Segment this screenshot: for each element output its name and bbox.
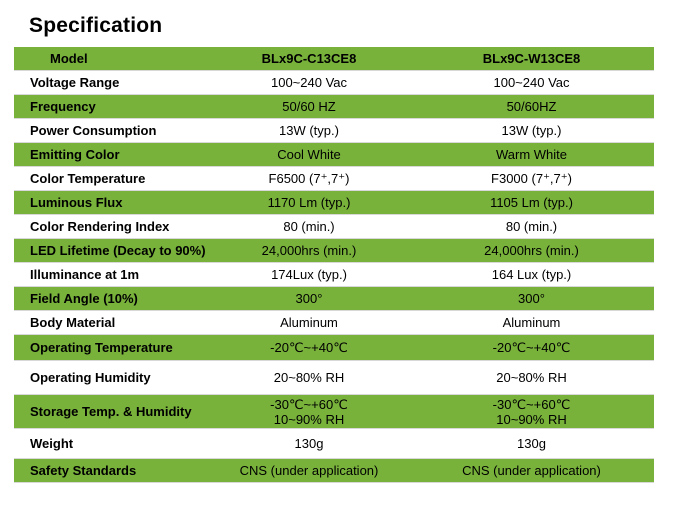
value-c13ce8: CNS (under application) xyxy=(239,463,379,478)
value-c13ce8: 20~80% RH xyxy=(273,370,345,385)
table-row-operating-temperature xyxy=(14,335,654,361)
value-w13ce8: 13W (typ.) xyxy=(501,123,562,138)
value-w13ce8 xyxy=(424,395,639,428)
page-title: Specification xyxy=(29,14,163,37)
table-row-operating-humidity xyxy=(14,361,654,395)
value-c13ce8: 80 (min.) xyxy=(283,219,335,234)
value-w13ce8: 50/60HZ xyxy=(506,99,557,114)
table-row-storage-temp-humidity xyxy=(14,395,654,429)
value-c13ce8 xyxy=(214,395,404,428)
row-label: Field Angle (10%) xyxy=(30,291,138,306)
value-c13ce8: 130g xyxy=(294,436,324,451)
value-w13ce8: 20~80% RH xyxy=(496,370,567,385)
row-label: Safety Standards xyxy=(30,463,137,478)
row-label: Weight xyxy=(30,436,74,451)
row-label: Model xyxy=(50,51,88,66)
row-label: Color Temperature xyxy=(30,171,146,186)
row-label: Operating Temperature xyxy=(30,340,173,355)
storage-temperature: -30℃~+60℃ xyxy=(492,396,571,412)
row-label: Operating Humidity xyxy=(30,370,151,385)
row-label: Emitting Color xyxy=(30,147,120,162)
value-c13ce8: 100~240 Vac xyxy=(270,75,348,90)
value-c13ce8: 174Lux (typ.) xyxy=(271,267,347,282)
table-row-illuminance xyxy=(14,263,654,287)
value-c13ce8: 1170 Lm (typ.) xyxy=(267,195,351,210)
value-c13ce8: 300° xyxy=(295,291,323,306)
value-w13ce8: F3000 (7⁺,7⁺) xyxy=(491,170,572,186)
table-row-frequency xyxy=(14,95,654,119)
value-w13ce8: 80 (min.) xyxy=(505,219,558,234)
value-c13ce8: F6500 (7⁺,7⁺) xyxy=(268,170,350,186)
value-w13ce8: CNS (under application) xyxy=(462,463,601,478)
value-w13ce8: 1105 Lm (typ.) xyxy=(490,195,573,210)
spec-table xyxy=(14,47,654,483)
value-c13ce8: 13W (typ.) xyxy=(279,123,339,138)
table-row-led-lifetime xyxy=(14,239,654,263)
column-header-c13ce8: BLx9C-C13CE8 xyxy=(261,51,357,66)
row-label: Storage Temp. & Humidity xyxy=(30,404,192,419)
column-header-w13ce8: BLx9C-W13CE8 xyxy=(482,51,581,66)
table-row-field-angle xyxy=(14,287,654,311)
row-label: Color Rendering Index xyxy=(30,219,170,234)
value-c13ce8: Aluminum xyxy=(280,315,338,330)
value-w13ce8: Warm White xyxy=(495,147,568,162)
table-row-luminous-flux xyxy=(14,191,654,215)
value-w13ce8: -20℃~+40℃ xyxy=(492,339,571,355)
value-w13ce8: Aluminum xyxy=(502,315,561,330)
value-w13ce8: 24,000hrs (min.) xyxy=(484,243,579,258)
row-label: Body Material xyxy=(30,315,116,330)
value-c13ce8: -20℃~+40℃ xyxy=(270,339,348,355)
row-label: Frequency xyxy=(30,99,96,114)
table-row-model xyxy=(14,47,654,71)
value-w13ce8: 130g xyxy=(517,436,546,451)
storage-temperature: -30℃~+60℃ xyxy=(270,396,348,412)
table-row-color-rendering-index xyxy=(14,215,654,239)
value-c13ce8: 50/60 HZ xyxy=(282,99,336,114)
table-row-color-temperature xyxy=(14,167,654,191)
value-c13ce8: 24,000hrs (min.) xyxy=(261,243,357,258)
table-row-power-consumption xyxy=(14,119,654,143)
storage-humidity: 10~90% RH xyxy=(496,411,567,427)
row-label: Voltage Range xyxy=(30,75,120,90)
value-w13ce8: 164 Lux (typ.) xyxy=(491,267,572,282)
table-row-voltage-range xyxy=(14,71,654,95)
row-label: Illuminance at 1m xyxy=(30,267,140,282)
row-label: Luminous Flux xyxy=(30,195,123,210)
value-w13ce8: 100~240 Vac xyxy=(493,75,570,90)
table-row-weight xyxy=(14,429,654,459)
table-row-safety-standards xyxy=(14,459,654,483)
value-c13ce8: Cool White xyxy=(277,147,341,162)
row-label: Power Consumption xyxy=(30,123,157,138)
storage-humidity: 10~90% RH xyxy=(273,411,345,427)
row-label: LED Lifetime (Decay to 90%) xyxy=(30,243,206,258)
table-row-body-material xyxy=(14,311,654,335)
table-row-emitting-color xyxy=(14,143,654,167)
value-w13ce8: 300° xyxy=(518,291,545,306)
